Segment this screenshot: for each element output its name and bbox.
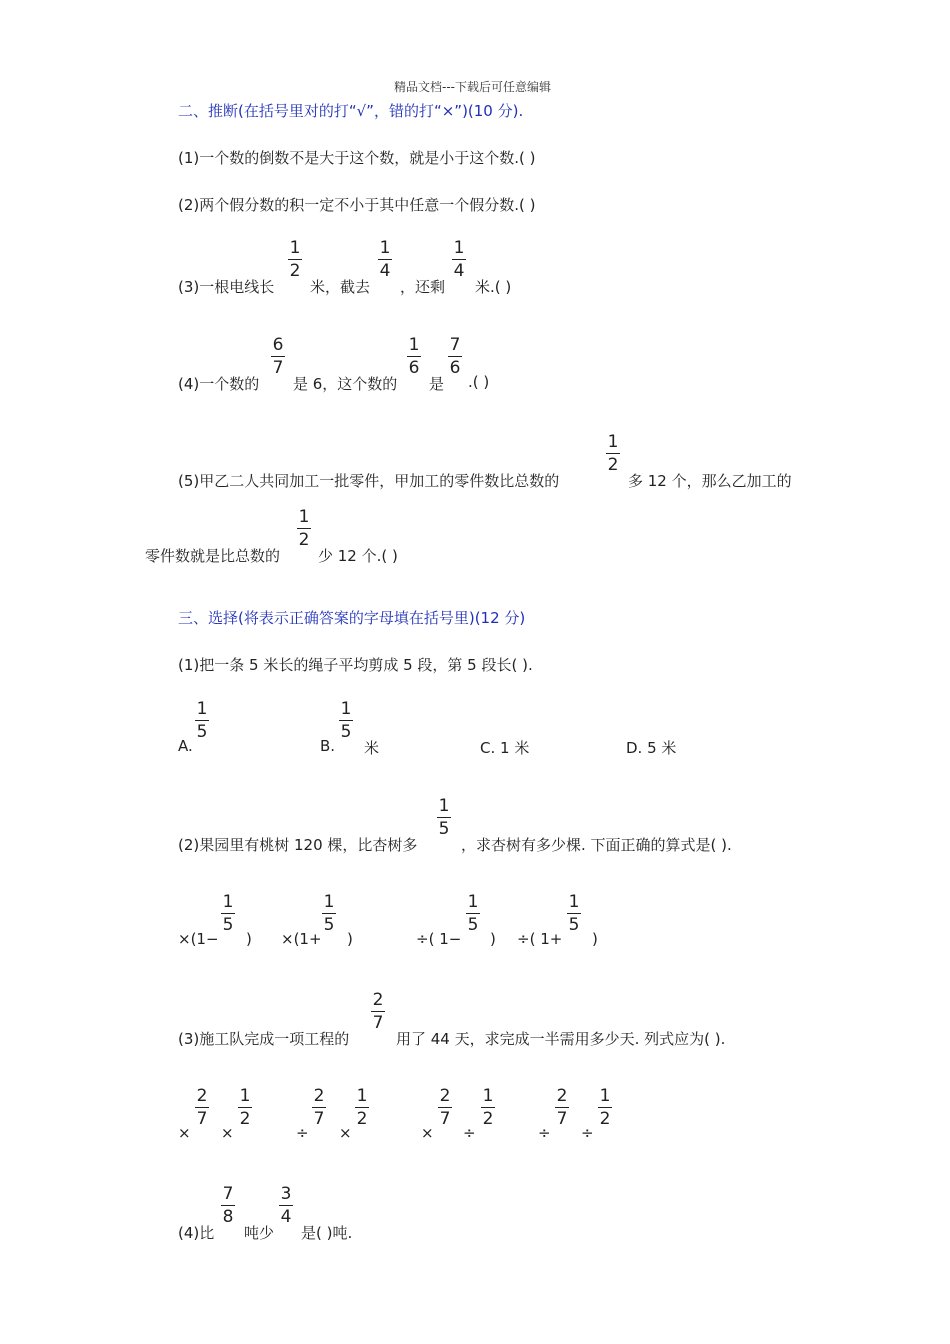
q3-3-option-d-op2: ÷: [581, 1124, 594, 1142]
fraction-1-2: 1 2: [607, 432, 619, 475]
q3-3-option-a-op2: ×: [221, 1124, 234, 1142]
fraction-1-5: 1 5: [323, 892, 335, 935]
fraction-2-7: 2 7: [196, 1086, 208, 1129]
fraction-1-5: 1 5: [222, 892, 234, 935]
fraction-1-5: 1 5: [568, 892, 580, 935]
fraction-1-4: 1 4: [379, 238, 391, 281]
fraction-7-8: 7 8: [222, 1184, 234, 1227]
q2-4-part-d: .( ): [468, 373, 490, 391]
q2-4-part-c: 是: [429, 375, 445, 393]
fraction-1-2: 1 2: [298, 507, 310, 550]
q2-4-part-a: (4)一个数的: [178, 375, 260, 393]
q2-5-part-a: (5)甲乙二人共同加工一批零件，甲加工的零件数比总数的: [178, 472, 560, 490]
option-b-label: B.: [320, 737, 336, 755]
q3-3-option-a-op1: ×: [178, 1124, 191, 1142]
fraction-1-5: 1 5: [438, 796, 450, 839]
fraction-1-4: 1 4: [453, 238, 465, 281]
q3-2-option-c-start: ÷( 1−: [416, 930, 462, 948]
q3-4-part-b: 吨少: [244, 1224, 275, 1242]
fraction-1-6: 1 6: [408, 335, 420, 378]
q2-5-part-b: 多 12 个，那么乙加工的: [628, 472, 792, 490]
fraction-1-5: 1 5: [467, 892, 479, 935]
q2-3-part-b: 米，截去: [310, 278, 371, 296]
q3-2-option-d-start: ÷( 1+: [517, 930, 563, 948]
q3-3-part-a: (3)施工队完成一项工程的: [178, 1030, 350, 1048]
fraction-6-7: 6 7: [272, 335, 284, 378]
q3-2-part-b: ，求杏树有多少棵. 下面正确的算式是( ).: [461, 836, 732, 854]
fraction-1-2: 1 2: [356, 1086, 368, 1129]
fraction-7-6: 7 6: [449, 335, 461, 378]
fraction-3-4: 3 4: [280, 1184, 292, 1227]
q3-3-option-c-op1: ×: [421, 1124, 434, 1142]
page-header: 精品文档---下载后可任意编辑: [394, 80, 551, 94]
section-2-title: 二、推断(在括号里对的打“√”，错的打“×”)(10 分).: [178, 102, 524, 120]
q3-2-option-a-start: ×(1−: [178, 930, 219, 948]
q3-2-option-c-end: ): [490, 930, 496, 948]
q3-3-option-b-op2: ×: [339, 1124, 352, 1142]
option-b-unit: 米: [364, 739, 380, 757]
q3-3-option-b-op1: ÷: [296, 1124, 309, 1142]
fraction-2-7: 2 7: [556, 1086, 568, 1129]
q3-2-part-a: (2)果园里有桃树 120 棵，比杏树多: [178, 836, 418, 854]
fraction-1-2: 1 2: [289, 238, 301, 281]
fraction-1-2: 1 2: [482, 1086, 494, 1129]
fraction-2-7: 2 7: [313, 1086, 325, 1129]
fraction-2-7: 2 7: [372, 990, 384, 1033]
q2-4-part-b: 是 6，这个数的: [293, 375, 398, 393]
q2-5-part-d: 少 12 个.( ): [318, 547, 398, 565]
section-3-title: 三、选择(将表示正确答案的字母填在括号里)(12 分): [178, 609, 526, 627]
q3-3-option-d-op1: ÷: [538, 1124, 551, 1142]
option-c: C. 1 米: [480, 739, 530, 757]
option-d: D. 5 米: [626, 739, 677, 757]
fraction-2-7: 2 7: [439, 1086, 451, 1129]
q2-2: (2)两个假分数的积一定不小于其中任意一个假分数.( ): [178, 196, 536, 214]
fraction-1-2: 1 2: [239, 1086, 251, 1129]
q3-2-option-b-end: ): [347, 930, 353, 948]
q2-3-part-a: (3)一根电线长: [178, 278, 275, 296]
q3-3-part-b: 用了 44 天，求完成一半需用多少天. 列式应为( ).: [396, 1030, 726, 1048]
fraction-1-5: 1 5: [340, 699, 352, 742]
q3-4-part-c: 是( )吨.: [301, 1224, 353, 1242]
q2-3-part-c: ，还剩: [400, 278, 446, 296]
q3-4-part-a: (4)比: [178, 1224, 215, 1242]
fraction-1-2: 1 2: [599, 1086, 611, 1129]
q2-5-part-c: 零件数就是比总数的: [145, 547, 281, 565]
q3-2-option-a-end: ): [246, 930, 252, 948]
q2-1: (1)一个数的倒数不是大于这个数，就是小于这个数.( ): [178, 149, 536, 167]
q3-2-option-d-end: ): [592, 930, 598, 948]
fraction-1-5: 1 5: [196, 699, 208, 742]
q3-1: (1)把一条 5 米长的绳子平均剪成 5 段，第 5 段长( ).: [178, 656, 533, 674]
q3-2-option-b-start: ×(1+: [281, 930, 322, 948]
option-a-label: A.: [178, 737, 193, 755]
q2-3-part-d: 米.( ): [475, 278, 512, 296]
q3-3-option-c-op2: ÷: [463, 1124, 476, 1142]
